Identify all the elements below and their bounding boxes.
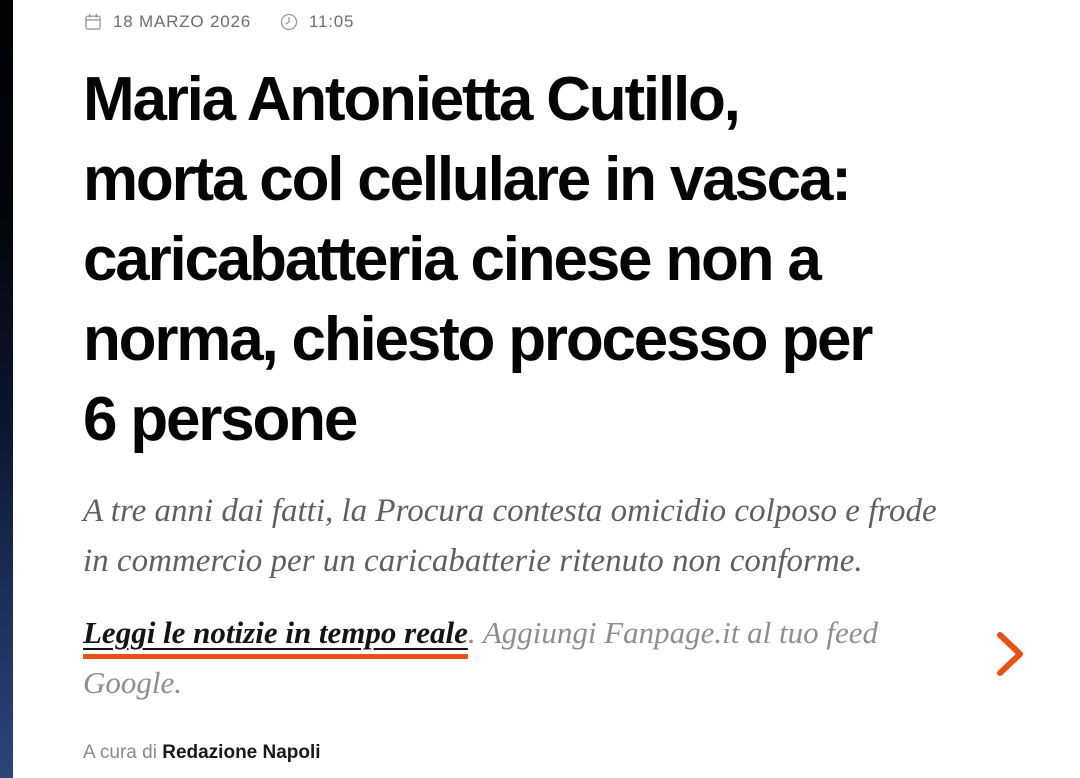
chevron-right-icon [993,628,1027,680]
article-date: 18 MARZO 2026 [113,12,251,31]
realtime-feed-text: . Aggiungi Fanpage.it al tuo feed Google. [83,615,879,700]
headline-line: morta col cellulare in vasca: [83,145,850,214]
article-header [83,12,1023,764]
left-edge-background-strip [0,0,13,778]
headline-line: norma, chiesto processo per [83,305,872,374]
article-byline [83,742,1023,764]
feed-chevron-button[interactable] [993,628,1027,680]
realtime-news-link-label[interactable]: Leggi le notizie in tempo reale [83,615,468,650]
realtime-news-link[interactable] [83,615,468,650]
subtitle-line: in commercio per un caricabatterie ritenuto non conforme. [83,543,863,579]
byline-author-link[interactable]: Redazione Napoli [162,742,321,763]
byline-prefix: A cura di [83,742,163,763]
realtime-feed-paragraph [83,608,1023,708]
article-time: 11:05 [308,12,355,31]
headline-line: caricabatteria cinese non a [83,225,820,294]
article-headline [83,60,1023,460]
calendar-icon [83,12,103,32]
subtitle-line: A tre anni dai fatti, la Procura contesta omicidio colposo e frode [83,493,937,529]
clock-icon [279,12,299,32]
headline-line: Maria Antonietta Cutillo, [83,65,739,134]
article-meta-row [83,12,1023,32]
headline-line: 6 persone [83,385,357,454]
article-subtitle [83,486,1023,586]
